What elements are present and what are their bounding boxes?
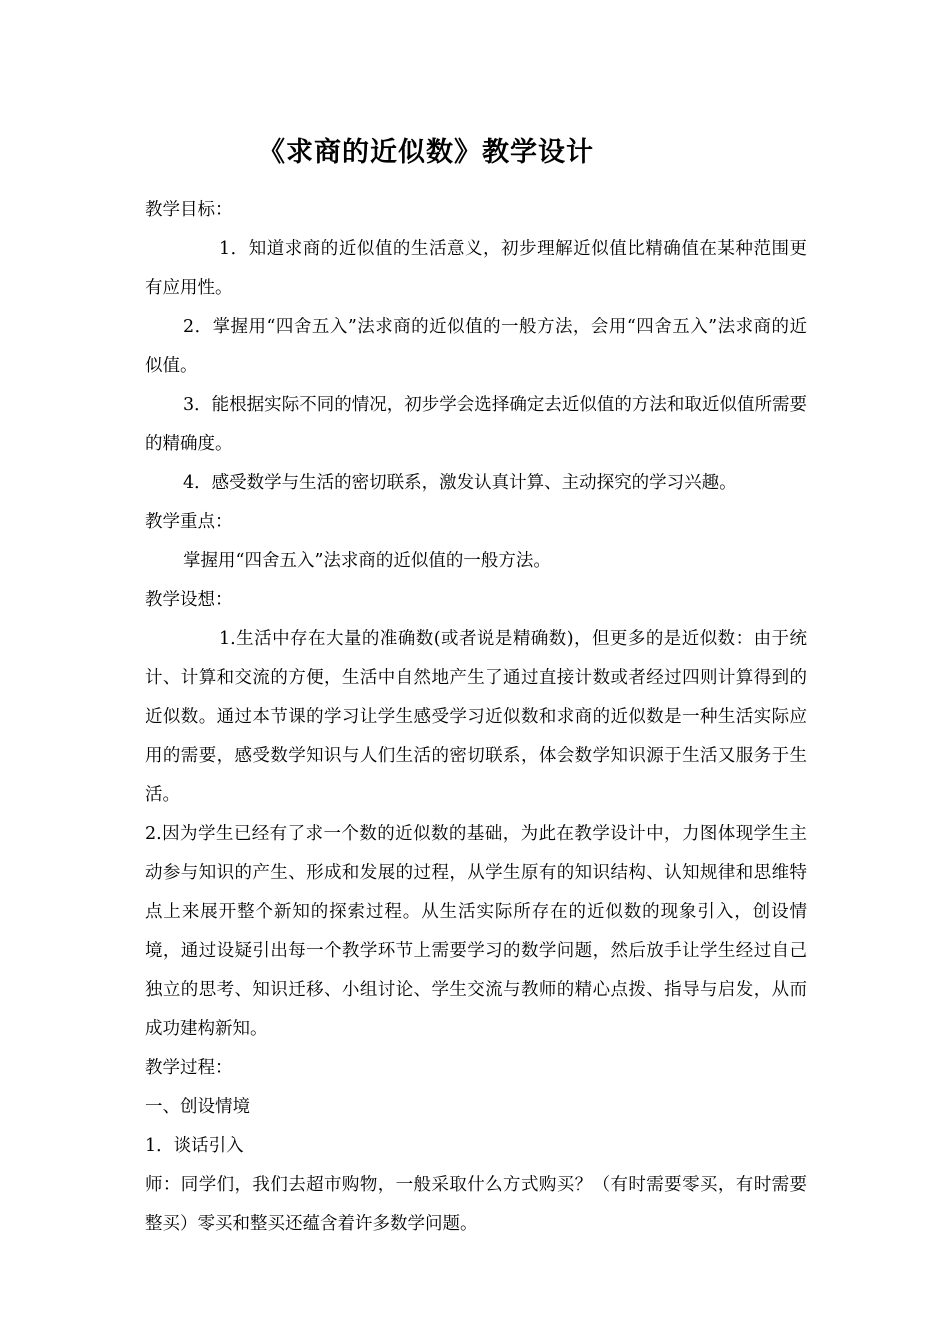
- document-title: 《求商的近似数》教学设计: [258, 137, 594, 168]
- goals-heading: 教学目标：: [145, 200, 233, 220]
- part1-heading: 一、创设情境: [145, 1097, 250, 1117]
- step1-heading: 1．谈话引入: [145, 1136, 244, 1156]
- key-point-heading: 教学重点：: [145, 512, 233, 532]
- goal-item-1: 1．知道求商的近似值的生活意义，初步理解近似值比精确值在某种范围更有应用性。: [145, 239, 807, 298]
- idea-item-2: 2.因为学生已经有了求一个数的近似数的基础，为此在教学设计中，力图体现学生主动参与知识的产生、形成和发展的过程，从学生原有的知识结构、认知规律和思维特点上来展开整个新知的探索过程。从生活实际所存在的近似数的现象引入，创设情境，通过设疑引出每一个教学环节上需要学习的数学问题，然后放手让学生经过自己独立的思考、知识迁移、小组讨论、学生交流与教师的精心点拨、指导与启发，从而成功建构新知。: [145, 824, 807, 1039]
- idea-heading: 教学设想：: [145, 590, 233, 610]
- goal-item-4: 4．感受数学与生活的密切联系，激发认真计算、主动探究的学习兴趣。: [183, 473, 737, 493]
- goal-item-2: 2．掌握用“四舍五入”法求商的近似值的一般方法，会用“四舍五入”法求商的近似值。: [145, 317, 807, 376]
- idea-item-1: 1.生活中存在大量的准确数(或者说是精确数)，但更多的是近似数：由于统计、计算和交流的方便，生活中自然地产生了通过直接计数或者经过四则计算得到的近似数。通过本节课的学习让学生感受学习近似数和求商的近似数是一种生活实际应用的需要，感受数学知识与人们生活的密切联系，体会数学知识源于生活又服务于生活。: [145, 629, 807, 805]
- key-point-text: 掌握用“四舍五入”法求商的近似值的一般方法。: [183, 551, 551, 571]
- dialogue-text: 师：同学们，我们去超市购物，一般采取什么方式购买？（有时需要零买，有时需要整买）零买和整买还蕴含着许多数学问题。: [145, 1175, 807, 1234]
- goal-item-3: 3．能根据实际不同的情况，初步学会选择确定去近似值的方法和取近似值所需要的精确度。: [145, 395, 807, 454]
- process-heading: 教学过程：: [145, 1058, 233, 1078]
- document-body: [145, 191, 807, 1244]
